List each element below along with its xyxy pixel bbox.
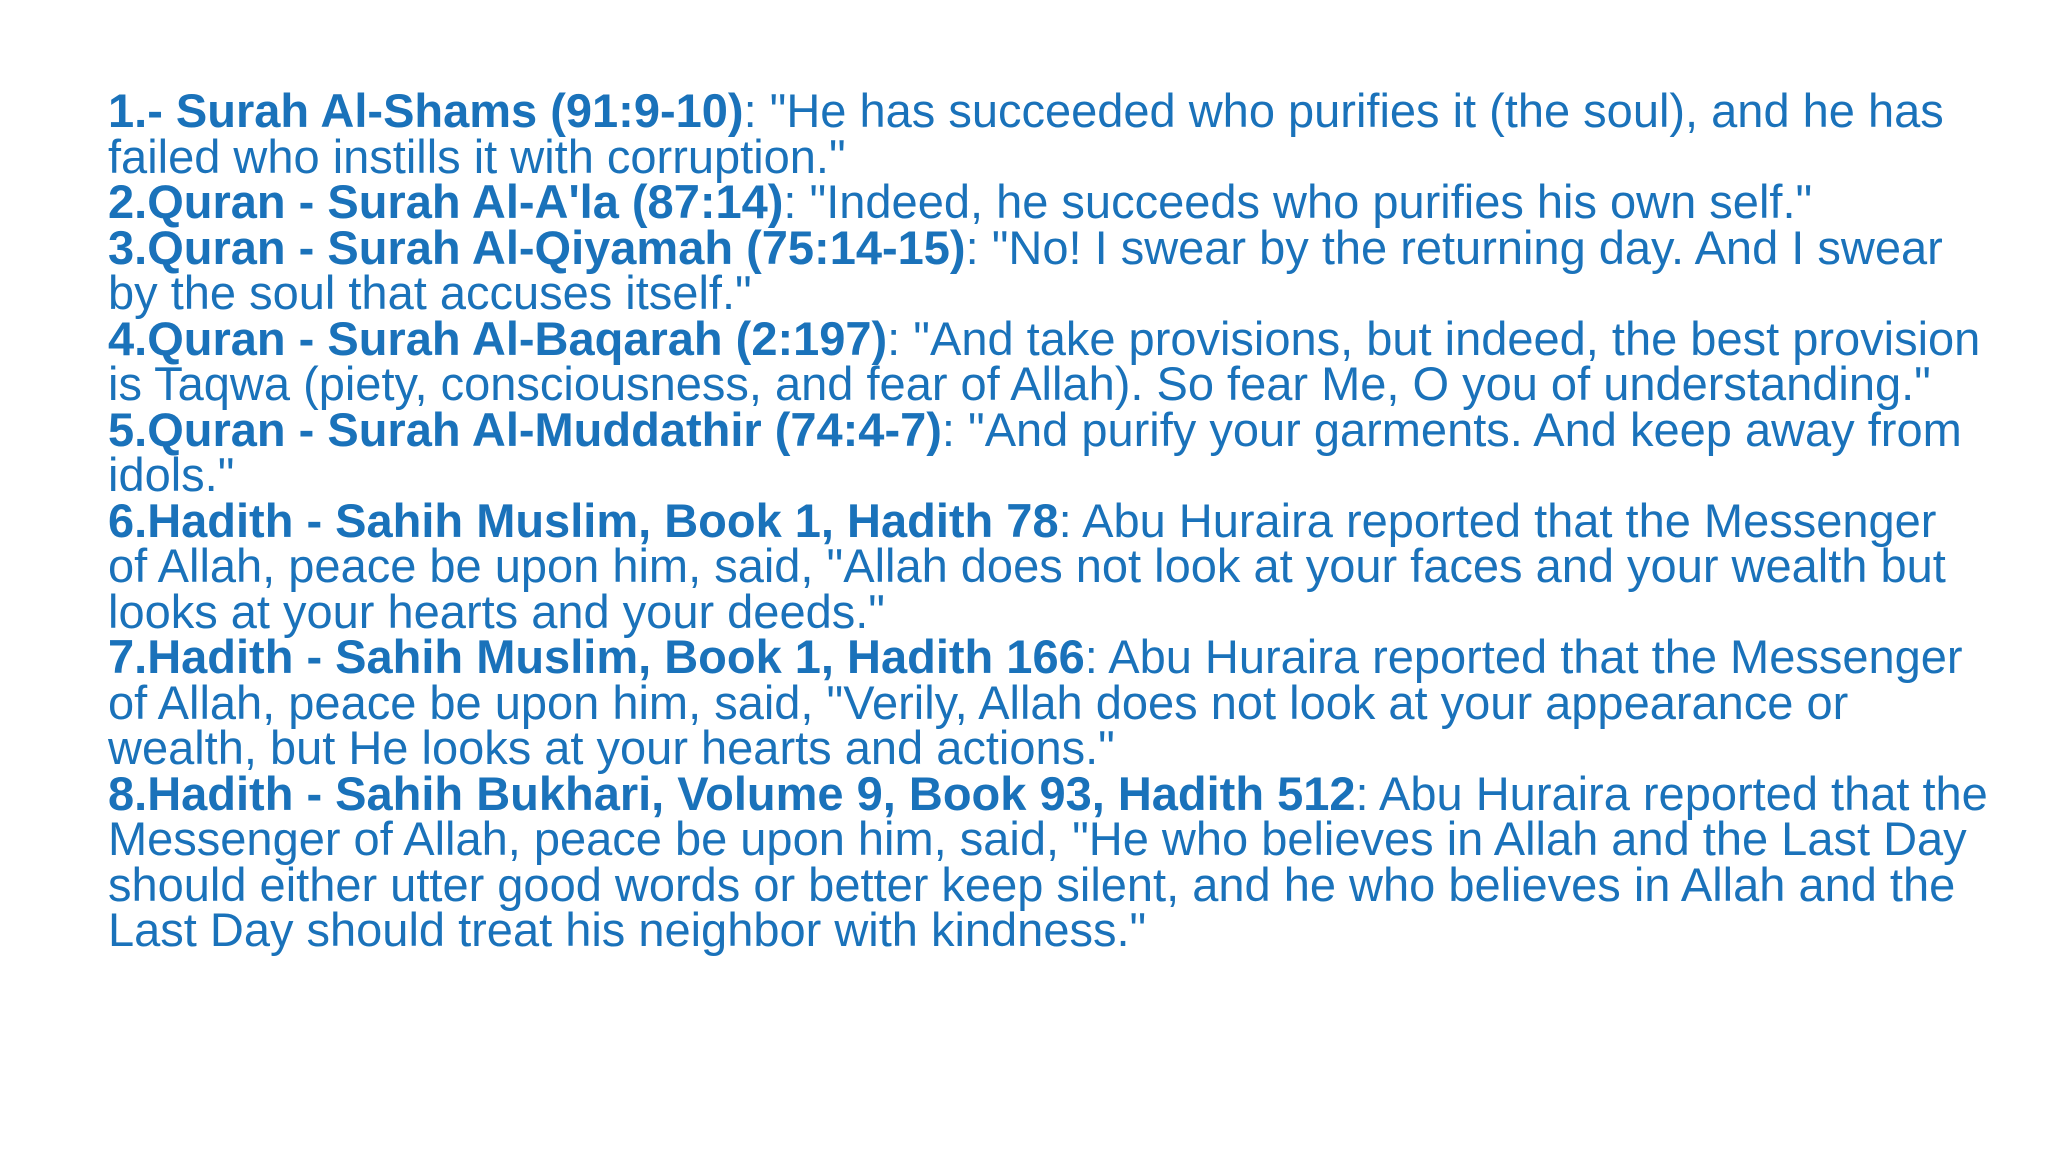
reference-label: 1.- Surah Al-Shams (91:9-10): [108, 84, 744, 137]
reference-item-8: [108, 766, 1988, 956]
reference-text: : "And take provisions, but indeed, the best provision is Taqwa (piety, consciousness, and fear of Allah). So fear Me, O you of understanding.": [108, 311, 1981, 410]
reference-item-6: [108, 493, 1988, 638]
reference-text: : Abu Huraira reported that the Messenger of Allah, peace be upon him, said, "He who believes in Allah and the Last Day should either utter good words or better keep silent, and he who believes in Allah and the Last Day should treat his neighbor with kindness.": [108, 766, 1988, 956]
reference-text: : "Indeed, he succeeds who purifies his own self.": [783, 175, 1813, 228]
reference-list: [108, 84, 1988, 956]
reference-text: : Abu Huraira reported that the Messenger of Allah, peace be upon him, said, "Verily, Allah does not look at your appearance or wealth, but He looks at your hearts and actions.": [108, 630, 1963, 774]
reference-label: 3.Quran - Surah Al-Qiyamah (75:14-15): [108, 220, 966, 274]
reference-item-4: [108, 311, 1988, 410]
reference-label: 8.Hadith - Sahih Bukhari, Volume 9, Book 93, Hadith 512: [108, 766, 1356, 820]
reference-text: : "And purify your garments. And keep away from idols.": [108, 402, 1962, 501]
reference-label: 4.Quran - Surah Al-Baqarah (2:197): [108, 311, 888, 365]
reference-item-1: [108, 84, 1988, 183]
reference-label: 7.Hadith - Sahih Muslim, Book 1, Hadith 166: [108, 630, 1085, 683]
reference-label: 6.Hadith - Sahih Muslim, Book 1, Hadith 78: [108, 493, 1059, 547]
reference-text: : "He has succeeded who purifies it (the soul), and he has failed who instills it with corruption.": [108, 84, 1944, 183]
reference-text: : Abu Huraira reported that the Messenger of Allah, peace be upon him, said, "Allah does not look at your faces and your wealth but looks at your hearts and your deeds.": [108, 493, 1946, 638]
reference-label: 2.Quran - Surah Al-A'la (87:14): [108, 175, 784, 228]
reference-text: : "No! I swear by the returning day. And I swear by the soul that accuses itself.": [108, 220, 1943, 319]
reference-item-5: [108, 402, 1988, 501]
reference-item-3: [108, 220, 1988, 319]
reference-item-2: [108, 175, 1988, 228]
reference-item-7: [108, 630, 1988, 774]
reference-label: 5.Quran - Surah Al-Muddathir (74:4-7): [108, 402, 942, 456]
